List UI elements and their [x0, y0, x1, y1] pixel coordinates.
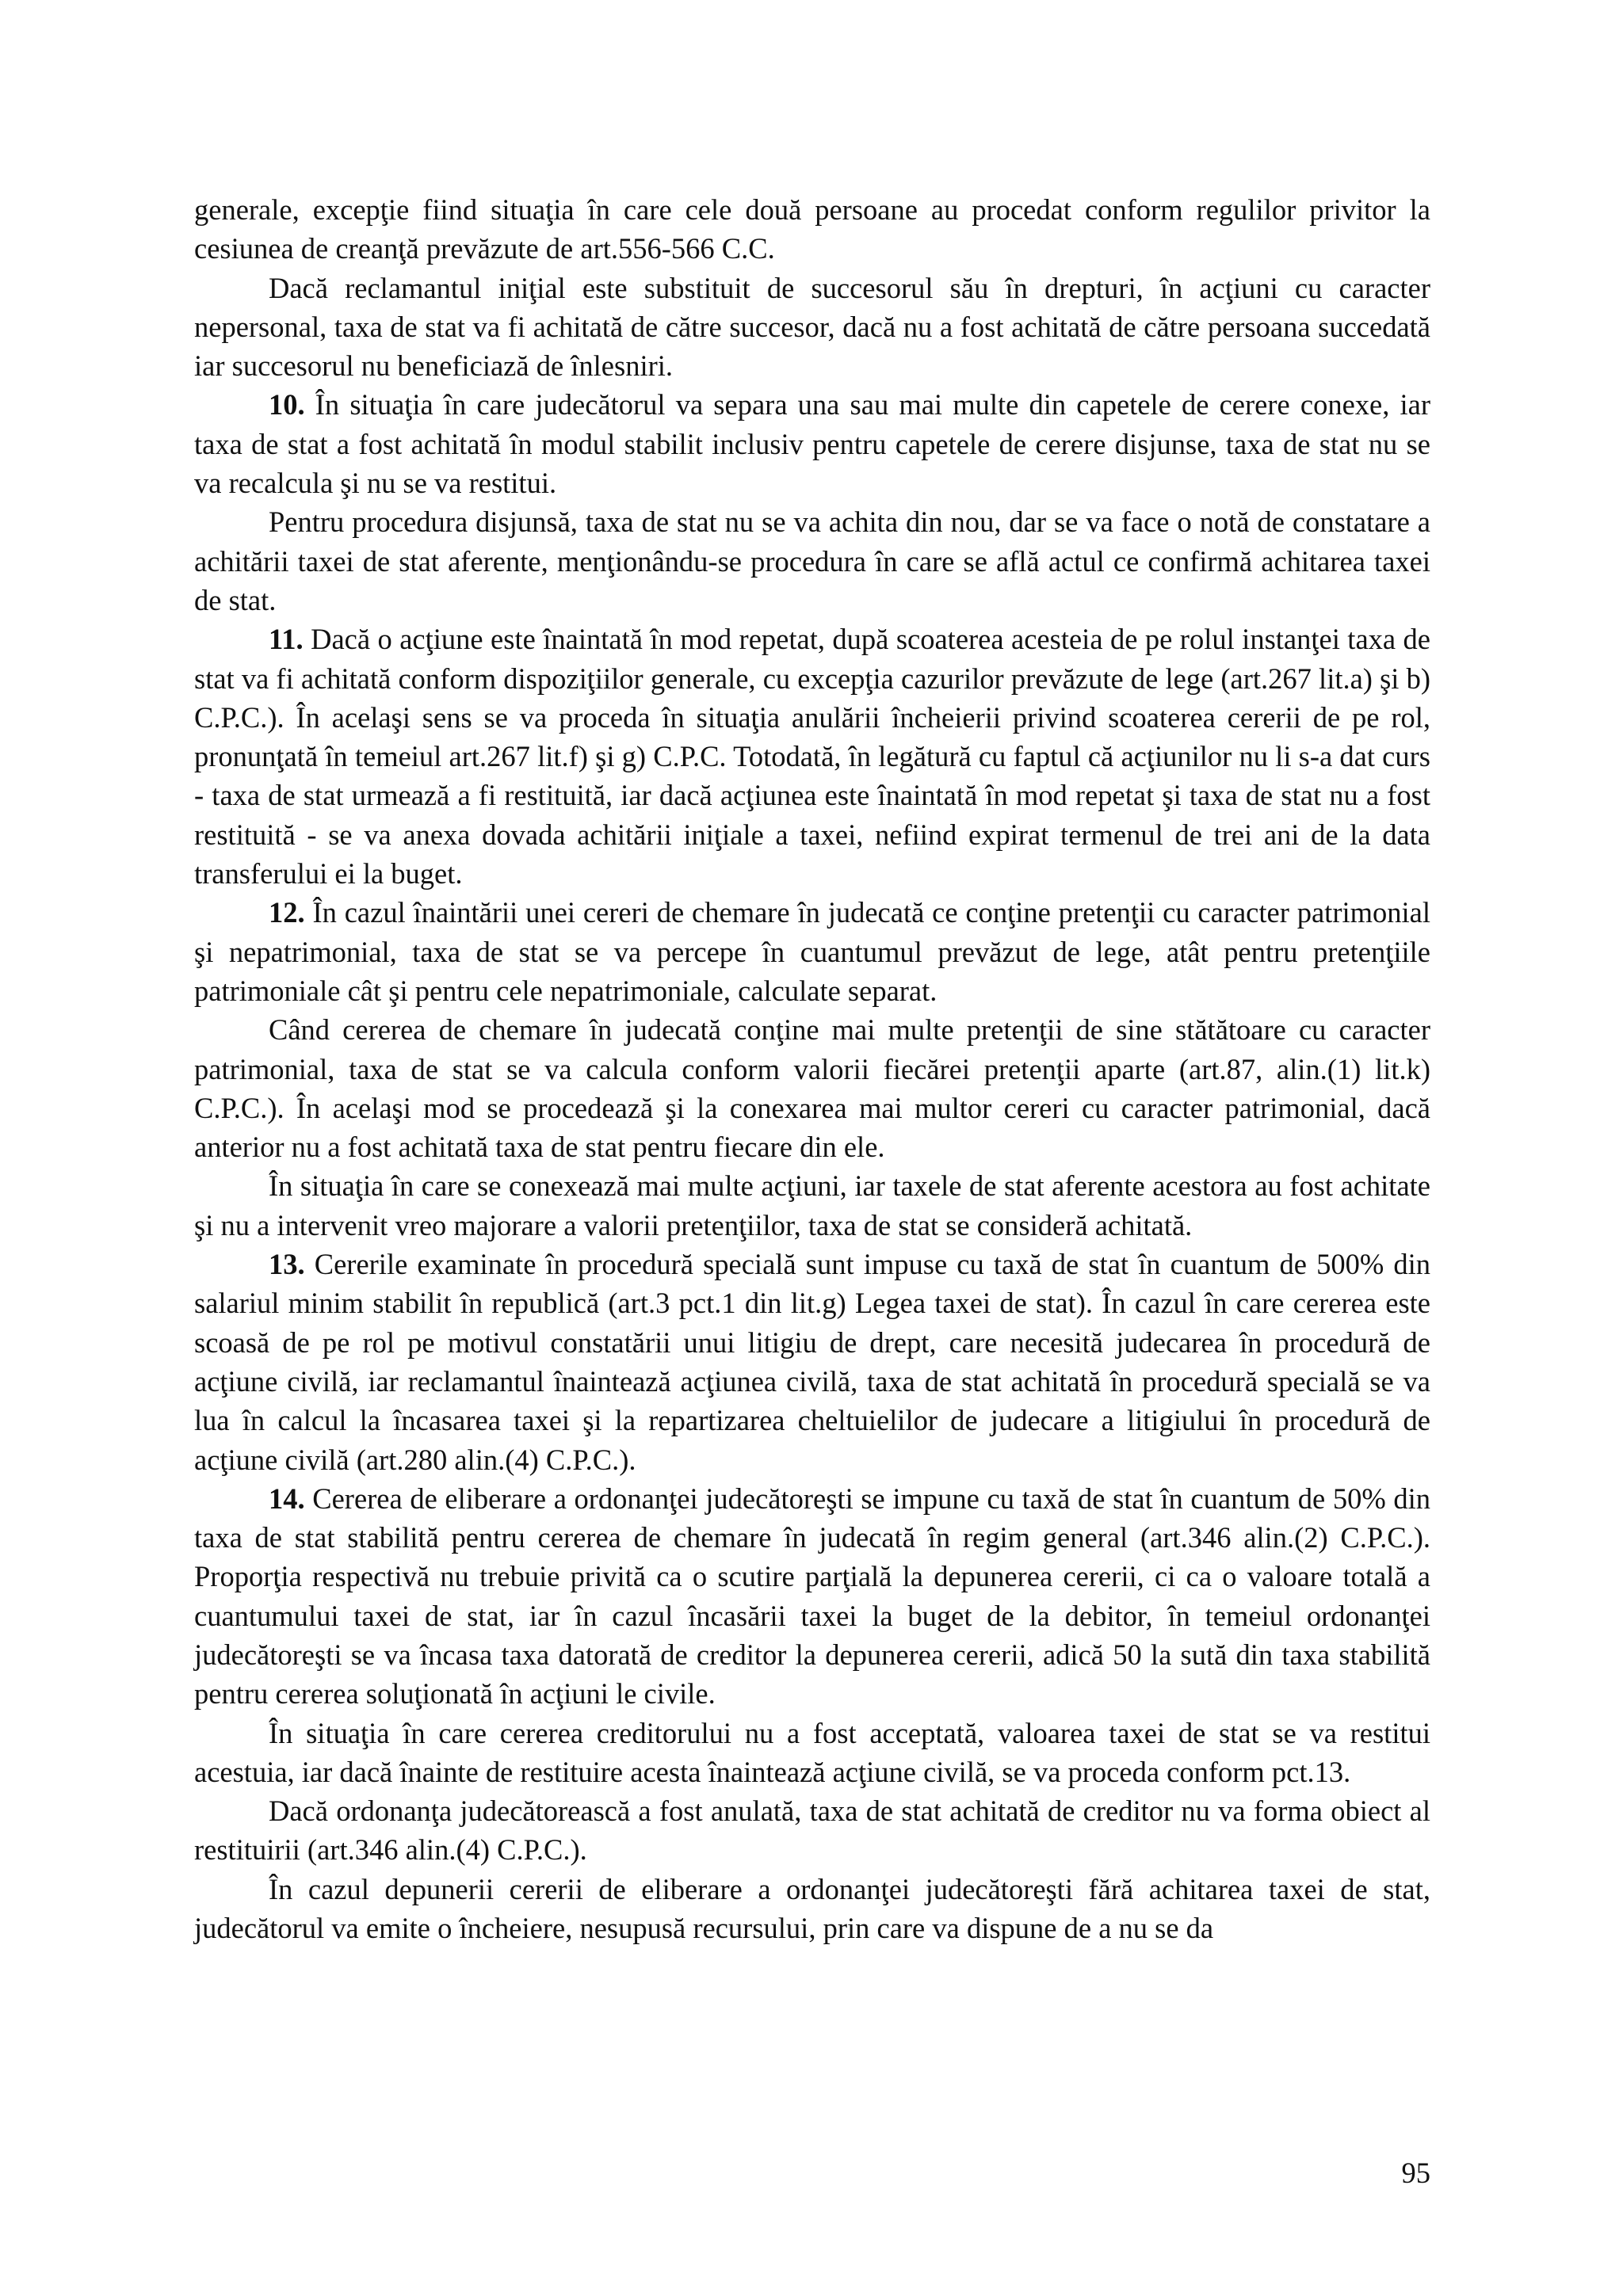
paragraph-text: În situaţia în care se conexează mai multe acţiuni, iar taxele de stat aferente acestora au fost achitate şi nu a intervenit vreo majorare a valorii pretenţiilor, taxa de stat se consideră achitată.: [194, 1169, 1430, 1241]
paragraph-text: Pentru procedura disjunsă, taxa de stat nu se va achita din nou, dar se va face o notă de constatare a achitării taxei de stat aferente, menţionându-se procedura în care se află actul ce confirmă achitarea taxei de stat.: [194, 505, 1430, 616]
paragraph-text: În situaţia în care judecătorul va separa una sau mai multe din capetele de cerere conexe, iar taxa de stat a fost achitată în modul stabilit inclusiv pentru capetele de cerere disjunse, taxa de stat nu se va recalcula şi nu se va restitui.: [194, 388, 1430, 500]
paragraph-continuation: [194, 190, 1430, 269]
paragraph-text: generale, excepţie fiind situaţia în care cele două persoane au procedat conform regulilor privitor la cesiunea de creanţă prevăzute de art.556-566 C.C.: [194, 193, 1430, 265]
paragraph-point-12: [194, 893, 1430, 1010]
paragraph-point-14: [194, 1479, 1430, 1714]
paragraph-text: Dacă reclamantul iniţial este substituit de succesorul său în drepturi, în acţiuni cu caracter nepersonal, taxa de stat va fi achitată de către succesor, dacă nu a fost achitată de către persoana succedată iar succesorul nu beneficiază de înlesniri.: [194, 271, 1430, 383]
paragraph-text: În cazul înaintării unei cereri de chemare în judecată ce conţine pretenţii cu caracter patrimonial şi nepatrimonial, taxa de stat se va percepe în cuantumul prevăzut de lege, atât pentru pretenţiile patrimoniale cât şi pentru cele nepatrimoniale, calculate separat.: [194, 896, 1430, 1007]
document-body: [194, 190, 1430, 1947]
paragraph-text: Cererile examinate în procedură specială sunt impuse cu taxă de stat în cuantum de 500% din salariul minim stabilit în republică (art.3 pct.1 din lit.g) Legea taxei de stat). În cazul în care cererea este scoasă de pe rol pe motivul constatării unui litigiu de drept, care necesită judecarea în procedură de acţiune civilă, iar reclamantul înaintează acţiunea civilă, taxa de stat achitată în procedură specială se va lua în calcul la încasarea taxei şi la repartizarea cheltuielilor de judecare a litigiului în procedură de acţiune civilă (art.280 alin.(4) C.P.C.).: [194, 1248, 1430, 1476]
paragraph-text: Când cererea de chemare în judecată conţine mai multe pretenţii de sine stătătoare cu caracter patrimonial, taxa de stat se va calcula conform valorii fiecărei pretenţii aparte (art.87, alin.(1) lit.k) C.P.C.). În acelaşi mod se procedează şi la conexarea mai multor cereri cu caracter patrimonial, dacă anterior nu a fost achitată taxa de stat pentru fiecare din ele.: [194, 1013, 1430, 1164]
paragraph-point-11: [194, 620, 1430, 893]
paragraph-text: Cererea de eliberare a ordonanţei judecătoreşti se impune cu taxă de stat în cuantum de 50% din taxa de stat stabilită pentru cererea de chemare în judecată în regim general (art.346 alin.(2) C.P.C.). Proporţia respectivă nu trebuie privită ca o scutire parţială la depunerea cererii, ci ca o valoare totală a cuantumului taxei de stat, iar în cazul încasării taxei la buget de la debitor, în temeiul ordonanţei judecătoreşti se va încasa taxa datorată de creditor la depunerea cererii, adică 50 la sută din taxa stabilită pentru cererea soluţionată în acţiuni le civile.: [194, 1482, 1430, 1711]
paragraph: [194, 1791, 1430, 1870]
page-number: 95: [1401, 2157, 1430, 2189]
point-number: 14.: [269, 1482, 305, 1515]
paragraph: [194, 1714, 1430, 1792]
paragraph-text: În cazul depunerii cererii de eliberare a ordonanţei judecătoreşti fără achitarea taxei de stat, judecătorul va emite o încheiere, nesupusă recursului, prin care va dispune de a nu se da: [194, 1872, 1430, 1945]
paragraph: [194, 269, 1430, 386]
point-number: 13.: [269, 1248, 305, 1281]
paragraph-point-10: [194, 385, 1430, 502]
paragraph-text: Dacă ordonanţa judecătorească a fost anulată, taxa de stat achitată de creditor nu va forma obiect al restituirii (art.346 alin.(4) C.P.C.).: [194, 1794, 1430, 1867]
point-number: 12.: [269, 896, 305, 929]
paragraph: [194, 502, 1430, 620]
paragraph: [194, 1010, 1430, 1166]
paragraph-text: În situaţia în care cererea creditorului nu a fost acceptată, valoarea taxei de stat se va restitui acestuia, iar dacă înainte de restituire acesta înaintează acţiune civilă, se va proceda conform pct.13.: [194, 1716, 1430, 1788]
paragraph-point-13: [194, 1245, 1430, 1479]
paragraph: [194, 1870, 1430, 1948]
paragraph: [194, 1166, 1430, 1245]
paragraph-text: Dacă o acţiune este înaintată în mod repetat, după scoaterea acesteia de pe rolul instanţei taxa de stat va fi achitată conform dispoziţiilor generale, cu excepţia cazurilor prevăzute de lege (art.267 lit.a) şi b) C.P.C.). În acelaşi sens se va proceda în situaţia anulării încheierii privind scoaterea cererii de pe rol, pronunţată în temeiul art.267 lit.f) şi g) C.P.C. Totodată, în legătură cu faptul că acţiunilor nu li s-a dat curs - taxa de stat urmează a fi restituită, iar dacă acţiunea este înaintată în mod repetat şi taxa de stat nu a fost restituită - se va anexa dovada achitării iniţiale a taxei, nefiind expirat termenul de trei ani de la data transferului ei la buget.: [194, 623, 1430, 891]
point-number: 11.: [269, 623, 304, 656]
point-number: 10.: [269, 388, 305, 421]
